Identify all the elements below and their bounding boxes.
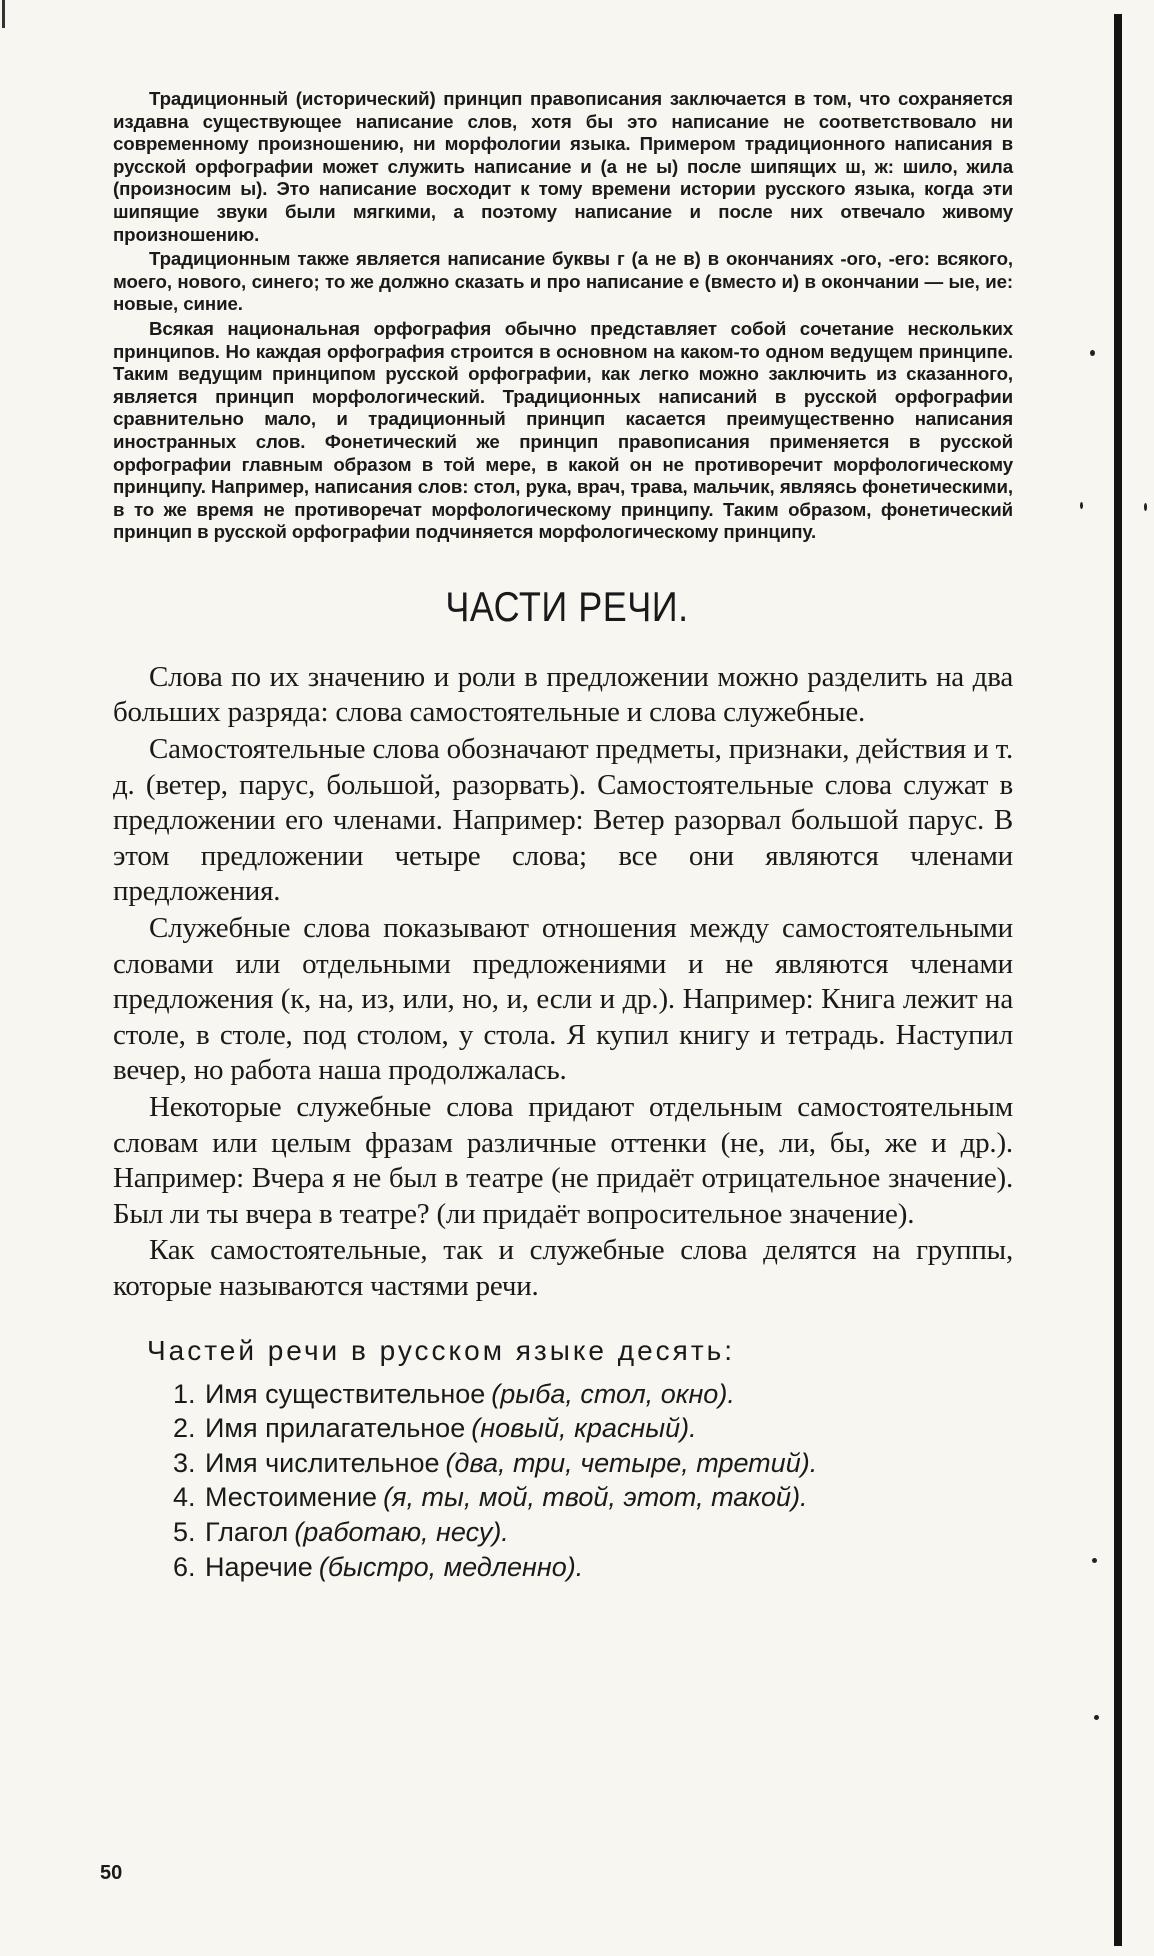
paragraph-independent-words: Самостоятельные слова обозначают предметы, признаки, действия и т. д. (ветер, парус, большой, разорвать). Самостоятельные слова служат в предложении его членами. Например: Ветер разорвал большой парус. В этом предложении четыре слова; все они являются членами предложения. <box>113 733 1013 908</box>
scan-speck <box>1080 502 1083 509</box>
list-item <box>173 1377 1013 1412</box>
list-item-name: Имя числительное <box>205 1447 440 1478</box>
list-item-examples: (рыба, стол, окно). <box>491 1378 735 1409</box>
scan-corner-mark <box>2 0 5 28</box>
page-number: 50 <box>100 1862 123 1884</box>
list-item-examples: (я, ты, мой, твой, этот, такой). <box>383 1482 808 1513</box>
list-item-examples: (работаю, несу). <box>294 1516 509 1547</box>
scan-speck <box>1090 350 1095 356</box>
list-item-examples: (два, три, четыре, третий). <box>445 1447 818 1478</box>
list-item-number: 5. <box>173 1516 196 1547</box>
list-item-number: 2. <box>173 1413 196 1444</box>
list-item-name: Наречие <box>205 1551 313 1582</box>
paragraph-traditional-endings: Традиционным также является написание буквы г (а не в) в окончаниях -ого, -его: всякого, моего, нового, синего; то же должно сказать и про написание е (вместо и) в окончании — ые, ие: новые, синие. <box>113 248 1013 315</box>
paragraph-orthography-principles: Всякая национальная орфография обычно представляет собой сочетание нескольких принципов. Но каждая орфография строится в основном на каком-то одном ведущем принципе. Таким ведущим принципом русской орфографии, как легко можно заключить из сказанного, является принцип морфологический. Традиционных написаний в русской орфографии сравнительно мало, и традиционный принцип касается преимущественно написания иностранных слов. Фонетический же принцип правописания применяется в русской орфографии главным образом в той мере, в какой он не противоречит морфологическому принципу. Например, написания слов: стол, рука, врач, трава, мальчик, являясь фонетическими, в то же время не противоречат морфологическому принципу. Таким образом, фонетический принцип в русской орфографии подчиняется морфологическому принципу. <box>113 317 1013 543</box>
list-item-name: Местоимение <box>205 1482 378 1513</box>
chapter-title: ЧАСТИ РЕЧИ. <box>445 582 689 630</box>
scan-speck <box>1094 1715 1099 1720</box>
list-item-examples: (новый, красный). <box>471 1413 697 1444</box>
paragraph-parts-of-speech-intro: Как самостоятельные, так и служебные слова делятся на группы, которые называются частями речи. <box>113 1234 1013 1302</box>
list-item <box>173 1480 1013 1515</box>
list-item <box>173 1550 1013 1585</box>
list-item-name: Имя существительное <box>205 1378 486 1409</box>
list-item <box>173 1446 1013 1481</box>
list-item-number: 6. <box>173 1551 196 1582</box>
paragraph-word-categories: Слова по их значению и роли в предложении можно разделить на два больших разряда: слова самостоятельные и слова служебные. <box>113 660 1013 729</box>
paragraph-word-nuances: Некоторые служебные слова придают отдельным самостоятельным словам или целым фразам различные оттенки (не, ли, бы, же и др.). Например: Вчера я не был в театре (не придаёт отрицательное значение). Был ли ты вчера в театре? (ли придаёт вопросительное значение). <box>113 1091 1013 1230</box>
paragraph-traditional-principle: Традиционный (исторический) принцип правописания заключается в том, что сохраняется издавна существующее написание слов, хотя бы это написание не соответствовало ни современному произношению, ни морфологии языка. Примером традиционного написания в русской орфографии может служить написание и (а не ы) после шипящих ш, ж: шило, жила (произносим ы). Это написание восходит к тому времени истории русского языка, когда эти шипящие звуки были мягкими, а поэтому написание и после них отвечало живому произношению. <box>113 88 1013 245</box>
list-item-examples: (быстро, медленно). <box>318 1551 584 1582</box>
paragraph-function-words: Служебные слова показывают отношения между самостоятельными словами или отдельными предложениями и не являются членами предложения (к, на, из, или, но, и, если и др.). Например: Книга лежит на столе, в столе, под столом, у стола. Я купил книгу и тетрадь. Наступил вечер, но работа наша продолжалась. <box>113 912 1013 1087</box>
list-item-name: Глагол <box>205 1516 289 1547</box>
list-item-number: 4. <box>173 1482 196 1513</box>
list-item-name: Имя прилагательное <box>205 1413 466 1444</box>
list-item <box>173 1515 1013 1550</box>
list-item <box>173 1411 1013 1446</box>
parts-of-speech-list <box>113 1377 1013 1585</box>
page-content <box>113 88 1013 1584</box>
scan-speck <box>1092 1558 1097 1563</box>
scan-speck <box>1144 503 1147 511</box>
list-item-number: 3. <box>173 1447 196 1478</box>
list-intro: Частей речи в русском языке десять: <box>147 1334 736 1366</box>
binding-edge <box>1114 14 1122 1946</box>
list-item-number: 1. <box>173 1378 196 1409</box>
